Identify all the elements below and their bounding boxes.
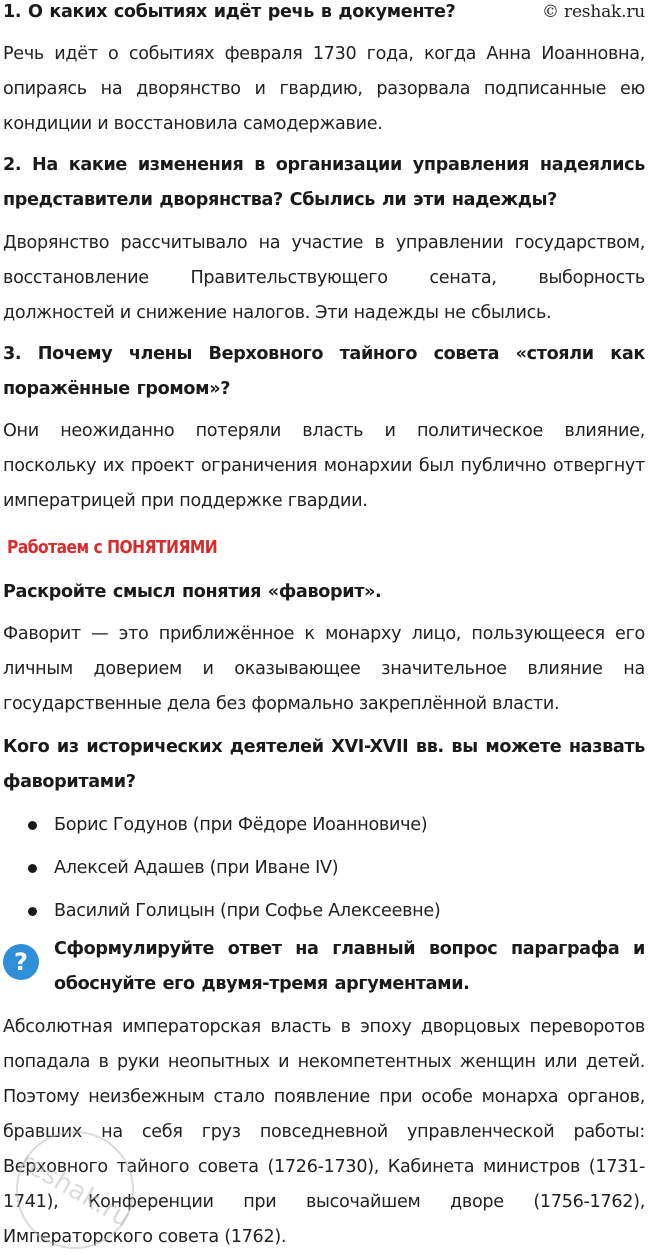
question-block-1	[3, 0, 645, 30]
favorite-name: Алексей Адашев (при Иване IV)	[54, 858, 339, 878]
question-mark-icon: ?	[3, 944, 39, 980]
concept-answer-block	[3, 617, 645, 722]
question-3-title: 3. Почему члены Верховного тайного совета «стояли как поражённые громом»?	[3, 344, 645, 399]
concept-question-block	[3, 575, 645, 610]
favorite-name: Борис Годунов (при Фёдоре Иоанновиче)	[54, 815, 428, 835]
bullet-icon	[28, 864, 37, 873]
question-block-3	[3, 337, 645, 407]
answer-block-2	[3, 226, 645, 331]
question-2-title: 2. На какие изменения в организации управления надеялись представители дворянства? Сбылись ли эти надежды?	[3, 155, 645, 210]
bullet-icon	[28, 821, 37, 830]
list-item	[26, 894, 440, 937]
list-item	[26, 808, 440, 851]
favorites-list	[26, 808, 440, 937]
question-1-title: 1. О каких событиях идёт речь в документе?	[3, 2, 456, 22]
main-question-block	[54, 932, 645, 1002]
answer-block-1	[3, 37, 645, 142]
section-heading-concepts: Работаем с ПОНЯТИЯМИ	[7, 537, 218, 558]
concept-answer: Фаворит — это приближённое к монарху лицо, пользующееся его личным доверием и оказывающее значительное влияние на государственные дела без формально закреплённой власти.	[3, 624, 645, 714]
favorites-question: Кого из исторических деятелей XVI-XVII вв. вы можете назвать фаворитами?	[3, 737, 645, 792]
main-answer-block	[3, 1010, 645, 1255]
question-2-answer: Дворянство рассчитывало на участие в управлении государством, восстановление Правительствующего сената, выборность должностей и снижение налогов. Эти надежды не сбылись.	[3, 233, 645, 323]
answer-block-3	[3, 414, 645, 519]
question-block-2	[3, 148, 645, 218]
copyright-label: © reshak.ru	[542, 2, 645, 22]
list-item	[26, 851, 440, 894]
watermark-text: reshak.ru	[14, 1146, 136, 1234]
main-answer: Абсолютная императорская власть в эпоху дворцовых переворотов попадала в руки неопытных и некомпетентных женщин или детей. Поэтому неизбежным стало появление при особе монарха органов, бравших на себя груз повседневной управленческой работы: Верховного тайного совета (1726-1730), Кабинета министров (1731-1741), Конференции при высочайшем дворе (1756-1762), Императорского совета (1762).	[3, 1017, 645, 1247]
favorites-question-block	[3, 730, 645, 800]
question-3-answer: Они неожиданно потеряли власть и политическое влияние, поскольку их проект ограничения монархии был публично отвергнут императрицей при поддержке гвардии.	[3, 421, 645, 511]
favorite-name: Василий Голицын (при Софье Алексеевне)	[54, 901, 441, 921]
main-question: Сформулируйте ответ на главный вопрос параграфа и обоснуйте его двумя-тремя аргументами.	[54, 939, 645, 994]
question-1-answer: Речь идёт о событиях февраля 1730 года, когда Анна Иоанновна, опираясь на дворянство и гвардию, разорвала подписанные ею кондиции и восстановила самодержавие.	[3, 44, 645, 134]
bullet-icon	[28, 907, 37, 916]
concept-question: Раскройте смысл понятия «фаворит».	[3, 582, 382, 602]
